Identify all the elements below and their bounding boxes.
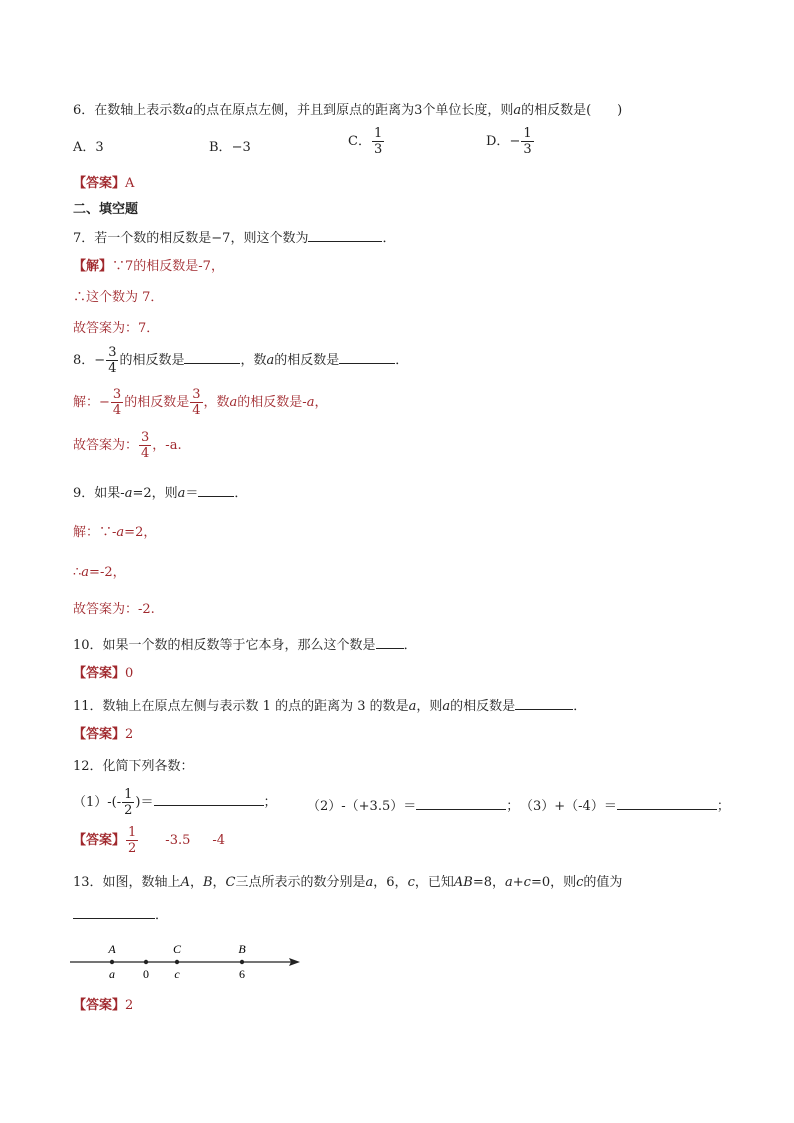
fraction: $\frac{3}{4}$ <box>141 430 150 461</box>
q9-stem: 9．如果-a=2，则a＝ ． <box>73 486 248 501</box>
q6-stem: 6．在数轴上表示数a的点在原点左侧，并且到原点的距离为3个单位长度，则a的相反数是( ) <box>73 103 623 118</box>
fraction: $\frac{1}{2}$ <box>124 787 133 818</box>
answer-blank <box>515 698 573 710</box>
answer-blank <box>184 352 240 364</box>
answer-blank <box>308 230 382 242</box>
q6-answer: 【答案】A <box>73 176 135 191</box>
q8-solution-1: 解：− $\frac{3}{4}$ 的相反数是 $\frac{3}{4}$ ，数a的相反数是-a， <box>73 387 328 418</box>
fraction: $\frac{1}{3}$ <box>523 126 532 157</box>
point-a <box>110 960 114 964</box>
answer-blank <box>617 798 717 810</box>
answer-blank <box>73 907 155 919</box>
label-A: A <box>108 942 116 956</box>
tick-c: c <box>174 967 180 981</box>
tick-a: a <box>109 967 115 981</box>
fraction: $\frac{3}{4}$ <box>108 345 117 376</box>
point-b <box>240 960 244 964</box>
tick-0: 0 <box>143 967 149 981</box>
q6-option-b: B．−3 <box>209 140 251 155</box>
q12-stem: 12．化简下列各数： <box>73 759 194 774</box>
q6-option-d: D．− $\frac{1}{3}$ <box>486 126 532 157</box>
tick-6: 6 <box>239 967 245 981</box>
number-line-figure <box>70 940 310 985</box>
q12-part-1: （1）-(- $\frac{1}{2}$ )＝ ； <box>73 787 277 818</box>
q13-stem: 13．如图，数轴上A，B，C三点所表示的数分别是a，6，c，已知AB=8，a+c=0，则c的值为 <box>73 875 623 890</box>
section-title: 二、填空题 <box>73 202 139 217</box>
q6-option-a: A．3 <box>73 140 104 155</box>
q9-solution-1: 解：∵-a=2， <box>73 525 157 540</box>
q9-solution-2: ∴a=-2， <box>73 565 126 580</box>
q12-answer: 【答案】 $\frac{1}{2}$ -3.5 -4 <box>73 825 226 856</box>
label-C: C <box>172 942 182 956</box>
fraction: $\frac{3}{4}$ <box>112 387 122 418</box>
q10-stem: 10．如果一个数的相反数等于它本身，那么这个数是 ． <box>73 638 417 653</box>
q12-part-2: （2）-（+3.5）＝ ； <box>307 799 520 814</box>
answer-blank <box>154 794 264 806</box>
q7-stem: 7．若一个数的相反数是−7，则这个数为 ． <box>73 231 396 246</box>
q8-solution-2: 故答案为： $\frac{3}{4}$ ，-a. <box>73 430 182 461</box>
fraction: $\frac{1}{2}$ <box>128 825 137 856</box>
answer-blank <box>339 352 395 364</box>
fraction: $\frac{1}{3}$ <box>373 126 383 157</box>
q8-stem: 8．− $\frac{3}{4}$ 的相反数是 ，数a的相反数是 ． <box>73 345 409 376</box>
q7-solution-2: ∴这个数为 7． <box>73 290 164 305</box>
q7-solution-1: 【解】∵7的相反数是-7， <box>73 259 224 274</box>
q10-answer: 【答案】0 <box>73 666 134 681</box>
label-B: B <box>238 942 246 956</box>
q13-answer: 【答案】2 <box>73 998 134 1013</box>
q11-stem: 11．数轴上在原点左侧与表示数 1 的点的距离为 3 的数是a，则a的相反数是 ． <box>73 699 587 714</box>
q12-part-3: （3）+（-4）＝ ； <box>520 799 730 814</box>
q6-option-c: C． $\frac{1}{3}$ <box>348 126 383 157</box>
answer-blank <box>376 637 404 649</box>
q13-blank-line: ． <box>73 907 168 922</box>
point-c <box>175 960 179 964</box>
point-origin <box>144 960 148 964</box>
q9-solution-3: 故答案为：-2. <box>73 602 155 617</box>
q11-answer: 【答案】2 <box>73 727 134 742</box>
q7-solution-3: 故答案为：7． <box>73 321 160 336</box>
answer-blank <box>198 485 234 497</box>
answer-blank <box>416 798 506 810</box>
fraction: $\frac{3}{4}$ <box>192 387 201 418</box>
